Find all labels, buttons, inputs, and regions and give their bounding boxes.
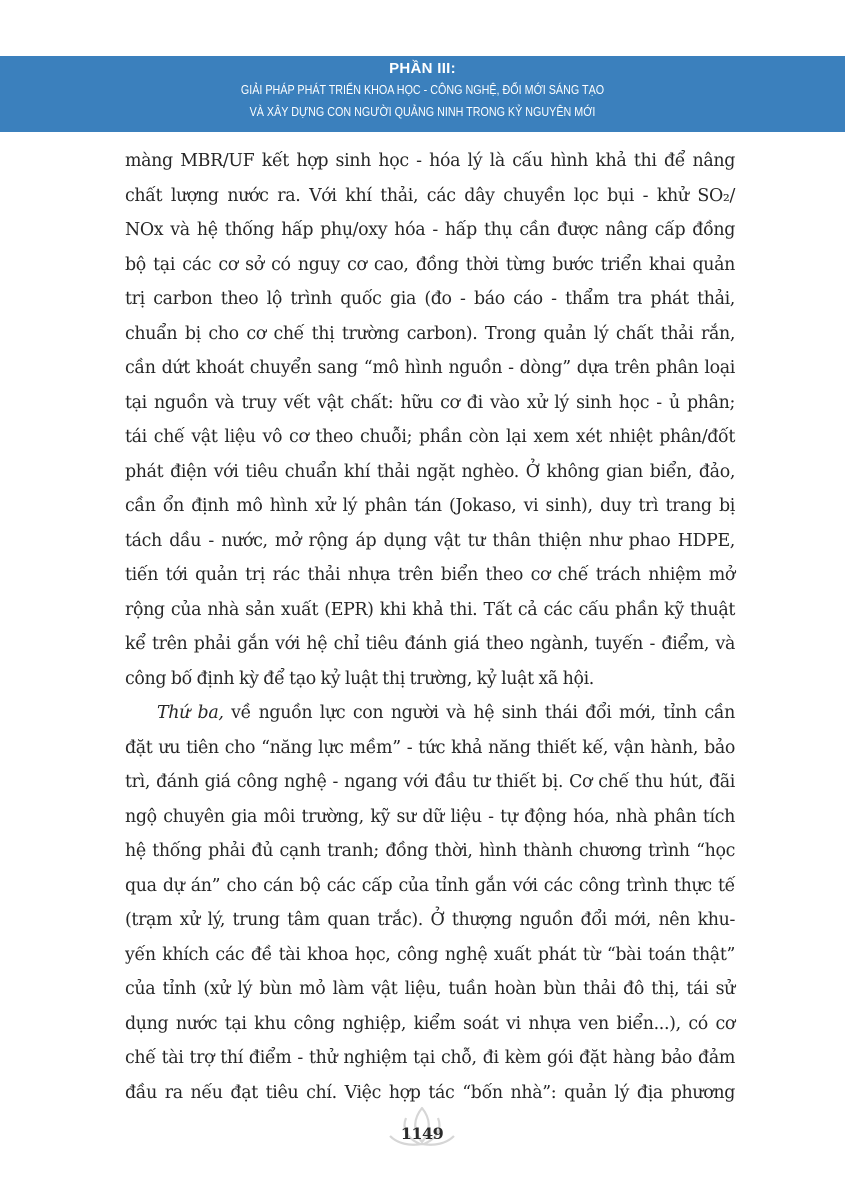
text-line: (trạm xử lý, trung tâm quan trắc). Ở thượng nguồn đổi mới, nên khu- [125,910,735,930]
text-line: qua dự án” cho cán bộ các cấp của tỉnh gắn với các công trình thực tế [125,875,735,896]
text-line: NOx và hệ thống hấp phụ/oxy hóa - hấp thụ cần được nâng cấp đồng [125,220,735,240]
text-line: trị carbon theo lộ trình quốc gia (đo - báo cáo - thẩm tra phát thải, [125,289,735,309]
paragraph-lead-rest: về nguồn lực con người và hệ sinh thái đổi mới, tỉnh cần [223,703,736,723]
part-title: PHẦN III: [389,60,456,77]
text-line: chuẩn bị cho cơ chế thị trường carbon). Trong quản lý chất thải rắn, [125,323,735,344]
text-line: yến khích các đề tài khoa học, công nghệ xuất phát từ “bài toán thật” [125,944,735,965]
page-number: 1149 [400,1124,444,1143]
text-line: chế tài trợ thí điểm - thử nghiệm tại chỗ, đi kèm gói đặt hàng bảo đảm [125,1048,735,1068]
paragraph-1 [125,144,735,696]
text-line-first [125,696,735,731]
text-line: tái chế vật liệu vô cơ theo chuỗi; phần còn lại xem xét nhiệt phân/đốt [125,427,735,447]
text-line: bộ tại các cơ sở có nguy cơ cao, đồng thời từng bước triển khai quản [125,254,735,275]
text-line: của tỉnh (xử lý bùn mỏ làm vật liệu, tuần hoàn bùn thải đô thị, tái sử [125,979,735,999]
section-header-banner [0,56,845,132]
text-line: đầu ra nếu đạt tiêu chí. Việc hợp tác “bốn nhà”: quản lý địa phương [125,1082,735,1103]
text-line: dụng nước tại khu công nghiệp, kiểm soát vi nhựa ven biển...), có cơ [125,1013,735,1034]
text-line: kể trên phải gắn với hệ chỉ tiêu đánh giá theo ngành, tuyến - điểm, và [125,634,735,654]
text-line: tại nguồn và truy vết vật chất: hữu cơ đi vào xử lý sinh học - ủ phân; [125,392,735,413]
text-line: công bố định kỳ để tạo kỷ luật thị trường, kỷ luật xã hội. [125,668,594,689]
text-line: đặt ưu tiên cho “năng lực mềm” - tức khả năng thiết kế, vận hành, bảo [125,737,735,758]
text-line: trì, đánh giá công nghệ - ngang với đầu tư thiết bị. Cơ chế thu hút, đãi [125,772,735,792]
text-line: tiến tới quản trị rác thải nhựa trên biển theo cơ chế trách nhiệm mở [125,565,735,585]
paragraph-lead-italic: Thứ ba, [157,703,224,723]
text-line: màng MBR/UF kết hợp sinh học - hóa lý là cấu hình khả thi để nâng [125,151,735,171]
text-line: rộng của nhà sản xuất (EPR) khi khả thi. Tất cả các cấu phần kỹ thuật [125,599,735,620]
page-footer [372,1100,472,1160]
text-line: phát điện với tiêu chuẩn khí thải ngặt nghèo. Ở không gian biển, đảo, [125,461,735,482]
text-line: ngộ chuyên gia môi trường, kỹ sư dữ liệu - tự động hóa, nhà phân tích [125,806,735,827]
text-line: cần ổn định mô hình xử lý phân tán (Jokaso, vi sinh), duy trì trang bị [125,496,735,516]
subtitle-line-2: VÀ XÂY DỰNG CON NGƯỜI QUẢNG NINH TRONG KỶ NGUYÊN MỚI [249,105,596,119]
paragraph-2 [125,696,735,1110]
text-line: cần dứt khoát chuyển sang “mô hình nguồn - dòng” dựa trên phân loại [125,358,735,378]
text-line: tách dầu - nước, mở rộng áp dụng vật tư thân thiện như phao HDPE, [125,530,735,551]
text-line: chất lượng nước ra. Với khí thải, các dây chuyền lọc bụi - khử SO₂/ [125,185,735,206]
subtitle-line-1: GIẢI PHÁP PHÁT TRIỂN KHOA HỌC - CÔNG NGHỆ, ĐỔI MỚI SÁNG TẠO [240,83,605,97]
text-line: hệ thống phải đủ cạnh tranh; đồng thời, hình thành chương trình “học [125,841,735,861]
body-text [125,144,735,1110]
